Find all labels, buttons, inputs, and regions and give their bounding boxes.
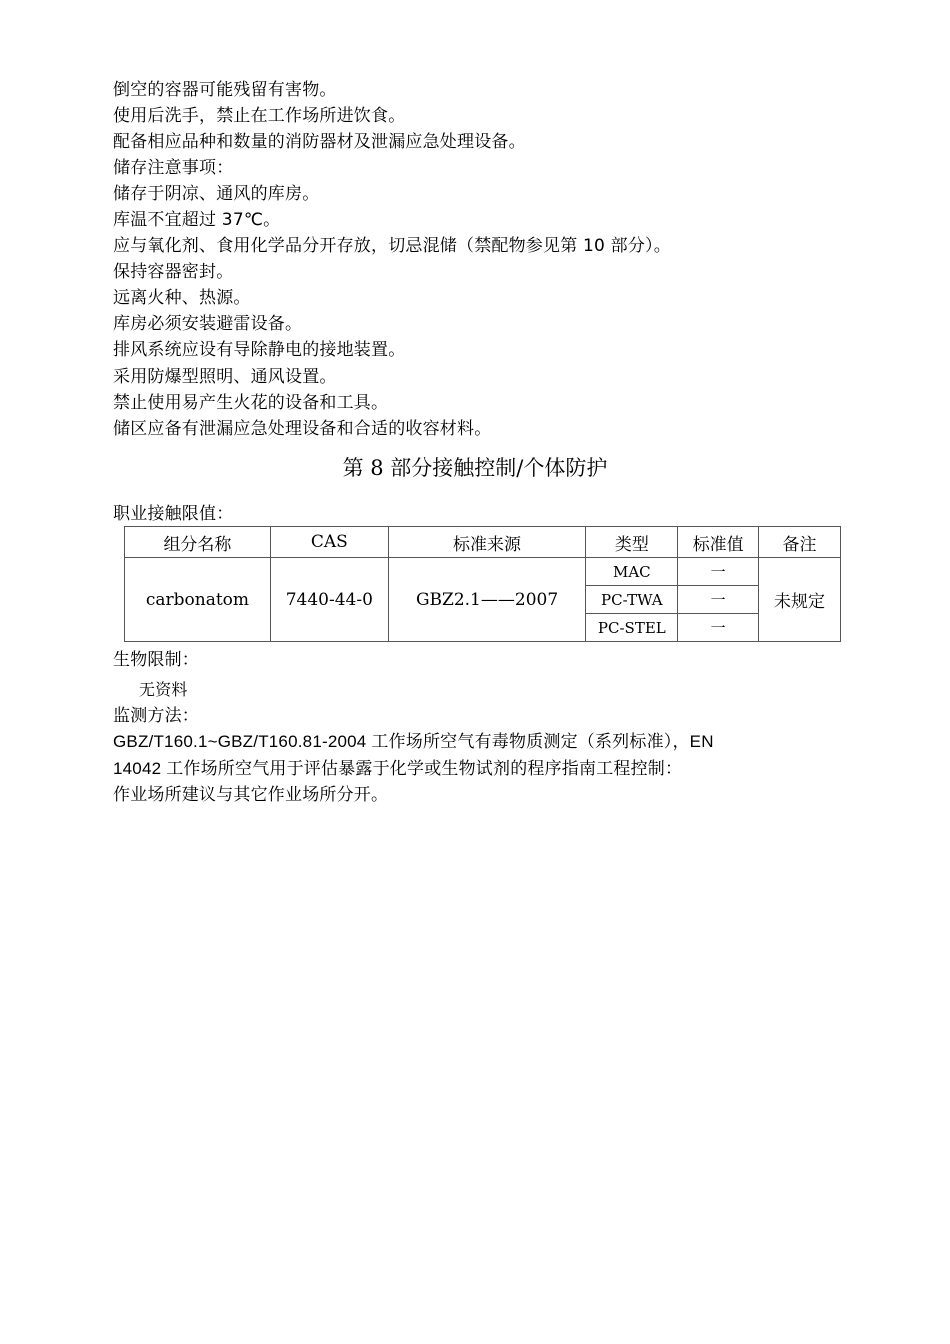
header-cas: CAS: [270, 527, 388, 558]
storage-line: 储存于阴凉、通风的库房。: [113, 184, 320, 204]
storage-line: 应与氧化剂、食用化学品分开存放，切忌混储（禁配物参见第 10 部分）。: [113, 236, 671, 256]
cell-type: PC-TWA: [586, 586, 678, 614]
storage-line: 远离火种、热源。: [113, 288, 251, 308]
header-type: 类型: [586, 527, 678, 558]
cell-value: 一: [678, 586, 759, 614]
cell-remark: 未规定: [759, 558, 841, 642]
cell-type: PC-STEL: [586, 614, 678, 642]
cell-value: 一: [678, 558, 759, 586]
header-remark: 备注: [759, 527, 841, 558]
bio-limits-label: 生物限制：: [113, 650, 199, 670]
storage-line: 库房必须安装避雷设备。: [113, 314, 303, 334]
monitoring-line: 14042 工作场所空气用于评估暴露于化学或生物试剂的程序指南工程控制：: [113, 759, 683, 778]
cell-component: carbonatom: [125, 558, 271, 642]
cell-source: GBZ2.1——2007: [388, 558, 586, 642]
exposure-limits-table: [124, 526, 841, 642]
monitoring-method-label: 监测方法：: [113, 706, 199, 726]
cell-cas: 7440-44-0: [270, 558, 388, 642]
engineering-control-line: 作业场所建议与其它作业场所分开。: [113, 785, 389, 805]
cell-type: MAC: [586, 558, 678, 586]
table-row: [125, 558, 841, 586]
storage-line: 库温不宜超过 37℃。: [113, 210, 281, 230]
cell-value: 一: [678, 614, 759, 642]
storage-line: 排风系统应设有导除静电的接地装置。: [113, 340, 406, 360]
table-header-row: [125, 527, 841, 558]
storage-line: 倒空的容器可能残留有害物。: [113, 80, 337, 100]
monitoring-line: GBZ/T160.1~GBZ/T160.81-2004 工作场所空气有毒物质测定（系列标准），EN: [113, 732, 714, 751]
header-component: 组分名称: [125, 527, 271, 558]
storage-caution-title: 储存注意事项：: [113, 158, 234, 178]
storage-line: 使用后洗手，禁止在工作场所进饮食。: [113, 106, 406, 126]
section-heading: 第 8 部分接触控制/个体防护: [342, 456, 608, 480]
storage-line: 配备相应品种和数量的消防器材及泄漏应急处理设备。: [113, 132, 526, 152]
storage-line: 采用防爆型照明、通风设置。: [113, 367, 337, 387]
storage-line: 储区应备有泄漏应急处理设备和合适的收容材料。: [113, 419, 492, 439]
storage-line: 保持容器密封。: [113, 262, 234, 282]
bio-limits-value: 无资料: [139, 680, 188, 699]
header-value: 标准值: [678, 527, 759, 558]
storage-line: 禁止使用易产生火花的设备和工具。: [113, 393, 389, 413]
exposure-limits-label: 职业接触限值：: [113, 504, 234, 524]
header-source: 标准来源: [388, 527, 586, 558]
